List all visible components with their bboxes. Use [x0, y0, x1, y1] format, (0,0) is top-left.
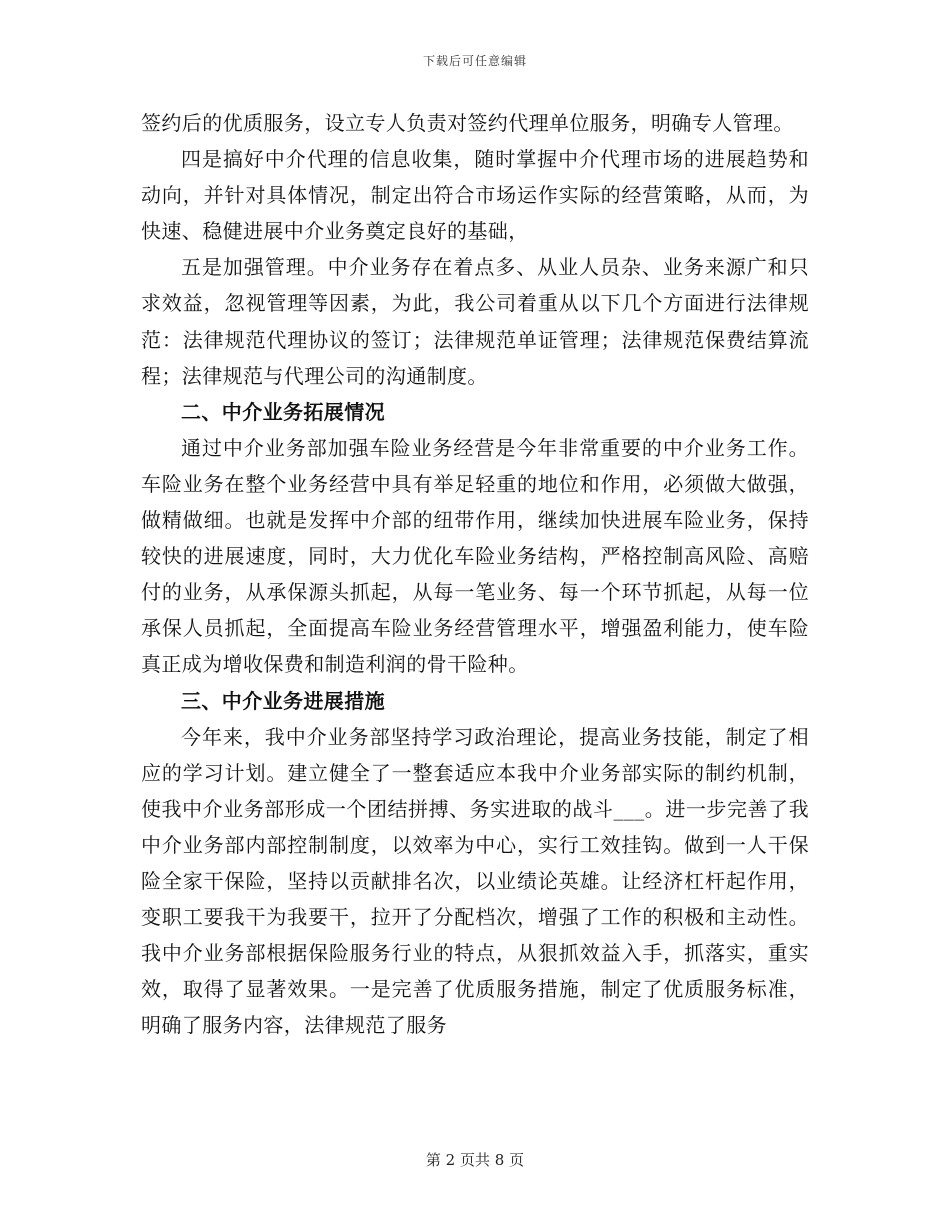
page-header-note: 下载后可任意编辑	[422, 54, 527, 68]
section-heading-measures: 三、中介业务进展措施	[181, 688, 385, 713]
paragraph-management: 五是加强管理。中介业务存在着点多、从业人员杂、业务来源广和只求效益，忽视管理等因素，为此，我公司着重从以下几个方面进行法律规范：法律规范代理协议的签订；法律规范单证管理；法律规范保费结算流程；法律规范与代理公司的沟通制度。	[141, 255, 809, 388]
document-body	[141, 105, 809, 1043]
paragraph-info-collection: 四是搞好中介代理的信息收集，随时掌握中介代理市场的进展趋势和动向，并针对具体情况，制定出符合市场运作实际的经营策略，从而，为快速、稳健进展中介业务奠定良好的基础，	[141, 147, 809, 244]
section-heading-expansion: 二、中介业务拓展情况	[181, 399, 385, 424]
page-number: 第 2 页共 8 页	[425, 1151, 525, 1169]
paragraph-continuation: 签约后的优质服务，设立专人负责对签约代理单位服务，明确专人管理。	[141, 111, 794, 135]
paragraph-expansion: 通过中介业务部加强车险业务经营是今年非常重要的中介业务工作。车险业务在整个业务经营中具有举足轻重的地位和作用，必须做大做强，做精做细。也就是发挥中介部的纽带作用，继续加快进展车险业务，保持较快的进展速度，同时，大力优化车险业务结构，严格控制高风险、高赔付的业务，从承保源头抓起，从每一笔业务、每一个环节抓起，从每一位承保人员抓起，全面提高车险业务经营管理水平，增强盈利能力，使车险真正成为增收保费和制造利润的骨干险种。	[141, 435, 809, 677]
paragraph-measures: 今年来，我中介业务部坚持学习政治理论，提高业务技能，制定了相应的学习计划。建立健全了一整套适应本我中介业务部实际的制约机制，使我中介业务部形成一个团结拼搏、务实进取的战斗___。进一步完善了我中介业务部内部控制制度，以效率为中心，实行工效挂钩。做到一人干保险全家干保险，坚持以贡献排名次，以业绩论英雄。让经济杠杆起作用，变职工要我干为我要干，拉开了分配档次，增强了工作的积极和主动性。我中介业务部根据保险服务行业的特点，从狠抓效益入手，抓落实，重实效，取得了显著效果。一是完善了优质服务措施，制定了优质服务标准，明确了服务内容，法律规范了服务	[141, 724, 809, 1038]
